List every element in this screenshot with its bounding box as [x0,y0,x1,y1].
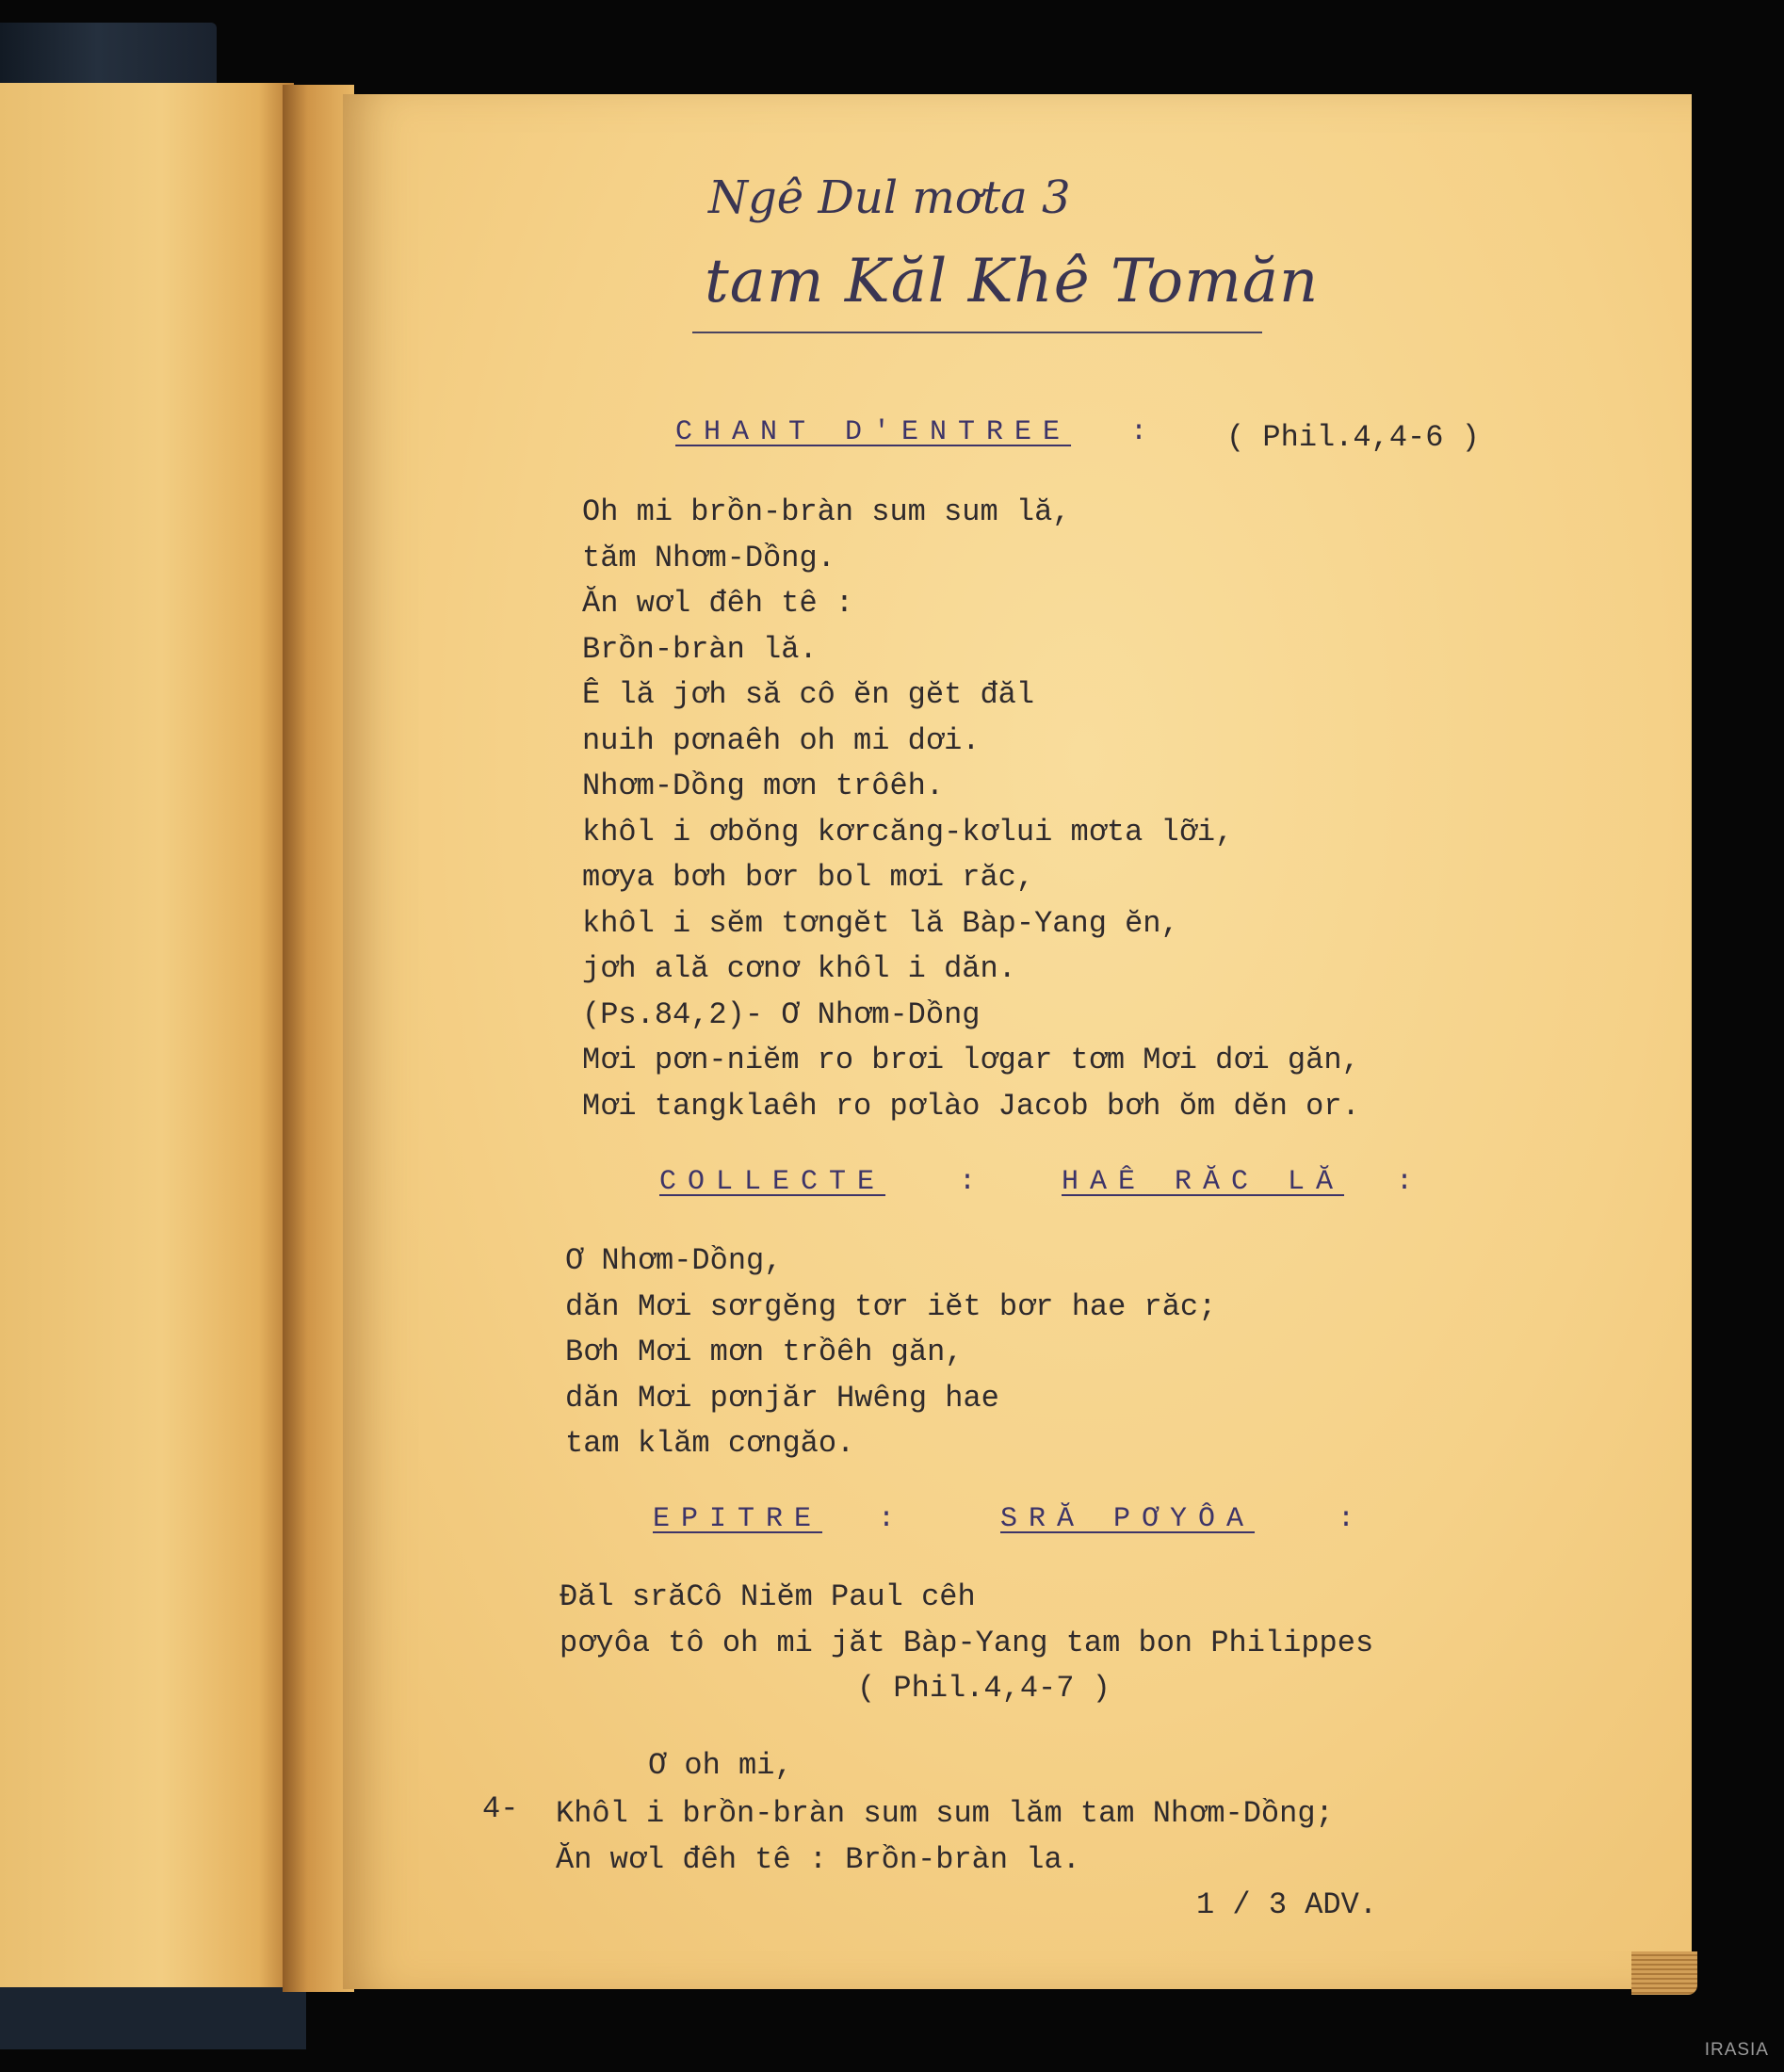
left-page [0,83,294,1987]
typed-line: nuih pơnaêh oh mi dơi. [582,722,981,758]
epistle-greeting: Ơ oh mi, [648,1748,793,1783]
typed-line: pơyôa tô oh mi jăt Bàp-Yang tam bon Philippes [560,1625,1374,1660]
typed-line: Đăl srăCô Niĕm Paul cêh [560,1579,976,1614]
typed-line: Mơi tangklaêh ro pơlào Jacob bơh ŏm dĕn or. [582,1088,1360,1124]
heading-sra-poyoa: SRĂ PƠYÔA [1000,1503,1256,1535]
typed-line: Nhơm-Dồng mơn trôêh. [582,769,945,803]
heading-colon: : [878,1503,896,1535]
handwritten-underline [692,332,1262,333]
source-watermark: IRASIA [1704,2040,1769,2060]
typed-line: tam klăm cơngăo. [565,1426,855,1461]
typed-line: Mơi pơn-niĕm ro brơi lơgar tơm Mơi dơi găn, [582,1043,1360,1077]
typed-line: Bơh Mơi mơn trồêh găn, [565,1335,964,1369]
typed-line: (Ps.84,2)- Ơ Nhơm-Dồng [582,996,981,1032]
margin-verse-number: 4- [482,1791,519,1826]
heading-colon: : [1130,416,1148,448]
typed-line: Oh mi brồn-bràn sum sum lă, [582,494,1071,529]
entrance-reference: ( Phil.4,4-6 ) [1226,420,1480,455]
heading-colon: : [1338,1503,1355,1535]
handwritten-note: Ngê Dul mơta 3 [708,171,1071,224]
epistle-reference: ( Phil.4,4-7 ) [857,1671,1111,1706]
typed-line: Brồn-bràn lă. [582,631,818,667]
entrance-text-block [582,490,1360,1129]
typed-line: mơya bơh bơr bol mơi răc, [582,860,1035,895]
heading-chant-dentree: CHANT D'ENTREE [675,416,1072,448]
book-cover-edge [0,1978,306,2049]
typed-line: Khôl i brồn-bràn sum sum lăm tam Nhơm-Dồng; [556,1796,1334,1831]
heading-collecte: COLLECTE [659,1166,886,1198]
epistle-body-block [556,1791,1334,1883]
page-stack-edge [1631,1951,1697,1995]
typed-line: jơh ală cơnơ khôl i dăn. [582,951,1016,986]
heading-colon: : [1396,1166,1414,1198]
typed-line: Ơ Nhơm-Dồng, [565,1243,783,1278]
typed-line: khôl i ơbŏng kơrcăng-kơlui mơta lỡi, [582,814,1234,850]
typed-line: Ăn wơl đêh tê : Brồn-bràn la. [556,1841,1080,1877]
typed-line: dăn Mơi sơrgĕng tơr iĕt bơr hae răc; [565,1288,1217,1324]
typed-line: dăn Mơi pơnjăr Hwêng hae [565,1380,999,1416]
typed-line: Ê lă jơh să cô ĕn gĕt đăl [582,677,1035,712]
page-number: 1 / 3 ADV. [1196,1887,1378,1922]
handwritten-title: tam Kăl Khê Tomăn [705,247,1320,316]
heading-epitre: EPITRE [653,1503,823,1535]
epistle-intro-block [560,1575,1373,1666]
typed-line: khôl i sĕm tơngĕt lă Bàp-Yang ĕn, [582,905,1179,941]
heading-colon: : [959,1166,977,1198]
collect-text-block [565,1238,1216,1467]
typed-line: tăm Nhơm-Dồng. [582,540,835,575]
heading-hae-rac-la: HAÊ RĂC LĂ [1062,1166,1345,1198]
typed-line: Ăn wơl đêh tê : [582,586,854,621]
